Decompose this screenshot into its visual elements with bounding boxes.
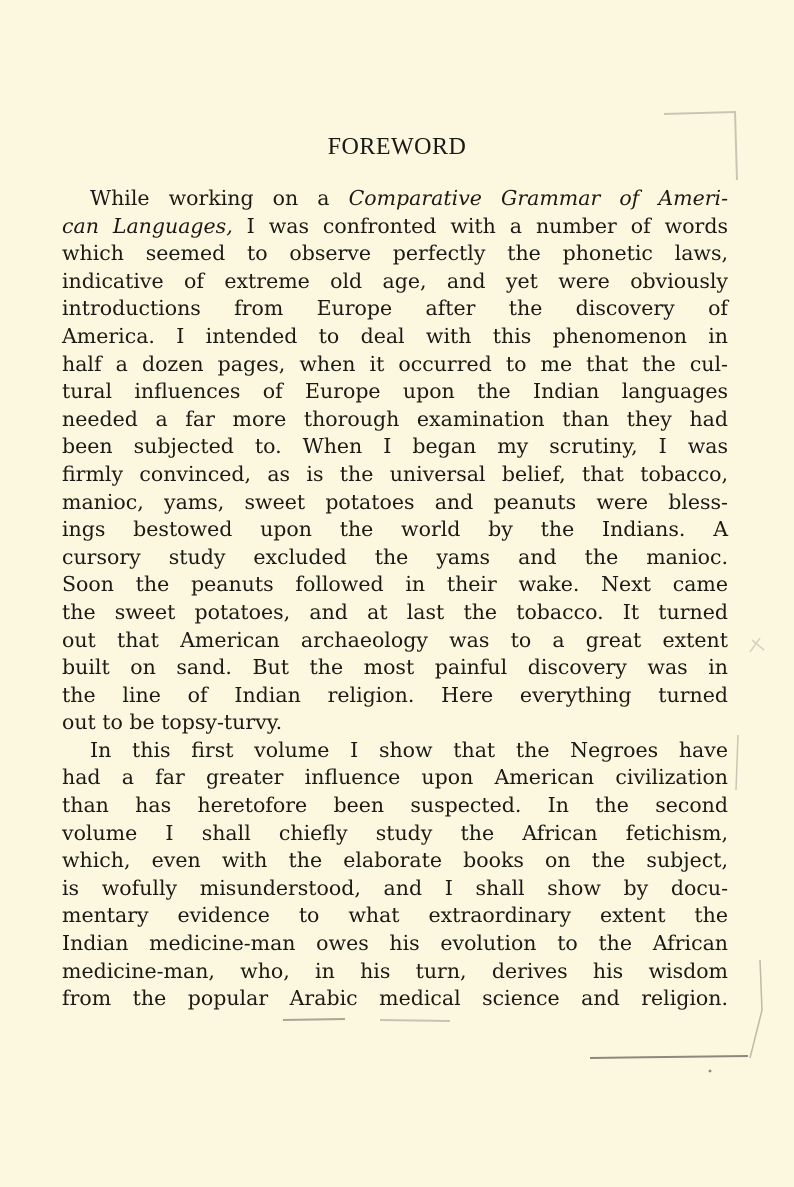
- text-line: had a far greater influence upon American civilization: [62, 765, 728, 790]
- text-line: built on sand. But the most painful discovery was in: [62, 655, 728, 680]
- text-line: can Languages, I was confronted with a number of words: [62, 213, 728, 238]
- text-line: While working on a Comparative Grammar of Ameri-: [90, 186, 728, 210]
- text-line: manioc, yams, sweet potatoes and peanuts were bless-: [62, 489, 728, 514]
- text-line: half a dozen pages, when it occurred to me that the cul-: [62, 351, 728, 376]
- text-line: cursory study excluded the yams and the manioc.: [62, 544, 728, 569]
- text-line: America. I intended to deal with this phenomenon in: [62, 323, 728, 348]
- text-line: out that American archaeology was to a great extent: [62, 627, 728, 652]
- text-line: volume I shall chiefly study the African fetichism,: [62, 820, 728, 845]
- text-line: mentary evidence to what extraordinary extent the: [62, 903, 728, 928]
- text-line: medicine-man, who, in his turn, derives his wisdom: [62, 958, 728, 983]
- text-line: which, even with the elaborate books on the subject,: [62, 848, 728, 873]
- text-line: which seemed to observe perfectly the phonetic laws,: [62, 241, 728, 266]
- text-line: Indian medicine-man owes his evolution to the African: [62, 931, 728, 956]
- text-line: firmly convinced, as is the universal belief, that tobacco,: [62, 461, 728, 486]
- text-line: been subjected to. When I began my scrutiny, I was: [62, 434, 728, 459]
- text-line: ings bestowed upon the world by the Indians. A: [62, 517, 728, 542]
- text-line: the line of Indian religion. Here everything turned: [62, 682, 728, 707]
- page-title: FOREWORD: [327, 134, 467, 160]
- text-line: from the popular Arabic medical science and religion.: [62, 986, 728, 1011]
- text-line: out to be topsy-turvy.: [62, 710, 283, 735]
- text-line: than has heretofore been suspected. In the second: [62, 793, 728, 818]
- text-line: tural influences of Europe upon the Indian languages: [62, 379, 728, 404]
- text-line: is wofully misunderstood, and I shall show by docu-: [62, 875, 728, 900]
- foreword-text: [62, 185, 728, 1013]
- text-line: Soon the peanuts followed in their wake. Next came: [62, 572, 728, 597]
- text-line: needed a far more thorough examination than they had: [62, 406, 728, 431]
- text-line: In this first volume I show that the Negroes have: [90, 737, 728, 762]
- text-line: the sweet potatoes, and at last the tobacco. It turned: [62, 599, 728, 624]
- text-line: indicative of extreme old age, and yet were obviously: [62, 268, 728, 293]
- text-line: introductions from Europe after the discovery of: [62, 296, 728, 321]
